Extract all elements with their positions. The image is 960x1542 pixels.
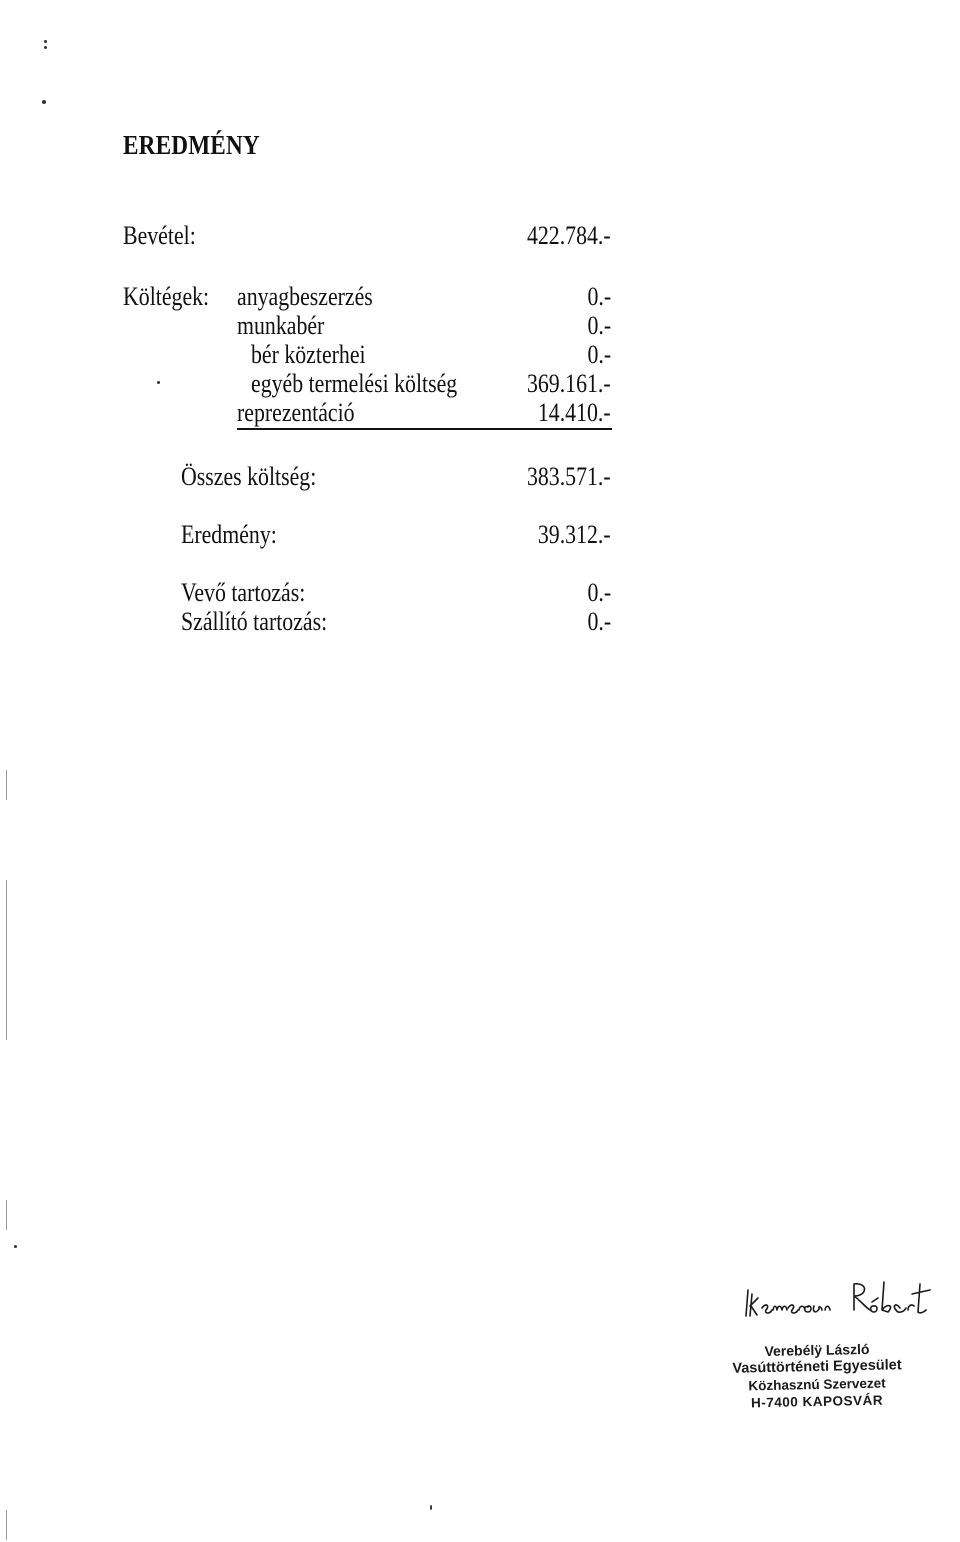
total-cost-label: Összes költség:	[181, 462, 317, 491]
cost-item-label: munkabér	[237, 311, 325, 340]
cost-item-value: 369.161.-	[527, 369, 611, 398]
result-label: Eredmény:	[181, 520, 277, 549]
stamp-line-address: H-7400 KAPOSVÁR	[750, 1392, 884, 1411]
payables-label: Szállító tartozás:	[181, 607, 328, 636]
payables-value: 0.-	[587, 607, 611, 636]
scan-speck	[430, 1505, 432, 1510]
result-value: 39.312.-	[538, 520, 611, 549]
sum-rule	[237, 428, 612, 430]
cost-item-label: anyagbeszerzés	[237, 282, 373, 311]
stamp-line-name: Verebélÿ László	[764, 1340, 870, 1360]
stamp-line-status: Közhasznú Szervezet	[748, 1375, 886, 1394]
scan-edge-mark	[6, 1510, 7, 1540]
receivables-value: 0.-	[587, 578, 611, 607]
cost-item-value: 14.410.-	[538, 398, 611, 427]
scan-speck	[14, 1245, 17, 1248]
cost-item-value: 0.-	[587, 282, 611, 311]
revenue-label: Bevétel:	[123, 221, 196, 250]
scan-speck	[157, 381, 160, 384]
costs-label: Költégek:	[123, 282, 210, 311]
handwritten-signature	[742, 1272, 942, 1322]
organization-stamp	[712, 1342, 922, 1410]
receivables-label: Vevő tartozás:	[181, 578, 306, 607]
cost-item-value: 0.-	[587, 311, 611, 340]
total-cost-value: 383.571.-	[527, 462, 611, 491]
scan-speck	[42, 100, 46, 104]
scan-speck	[44, 40, 47, 43]
cost-item-label: bér közterhei	[251, 340, 366, 369]
scan-edge-mark	[6, 880, 7, 1040]
scan-edge-mark	[6, 1200, 7, 1230]
scan-edge-mark	[6, 770, 7, 800]
document-title: EREDMÉNY	[123, 130, 260, 160]
cost-item-label: reprezentáció	[237, 398, 355, 427]
scan-speck	[44, 46, 47, 49]
revenue-value: 422.784.-	[527, 221, 611, 250]
cost-item-label: egyéb termelési költség	[251, 369, 458, 398]
stamp-line-organization: Vasúttörténeti Egyesület	[732, 1357, 902, 1377]
cost-item-value: 0.-	[587, 340, 611, 369]
